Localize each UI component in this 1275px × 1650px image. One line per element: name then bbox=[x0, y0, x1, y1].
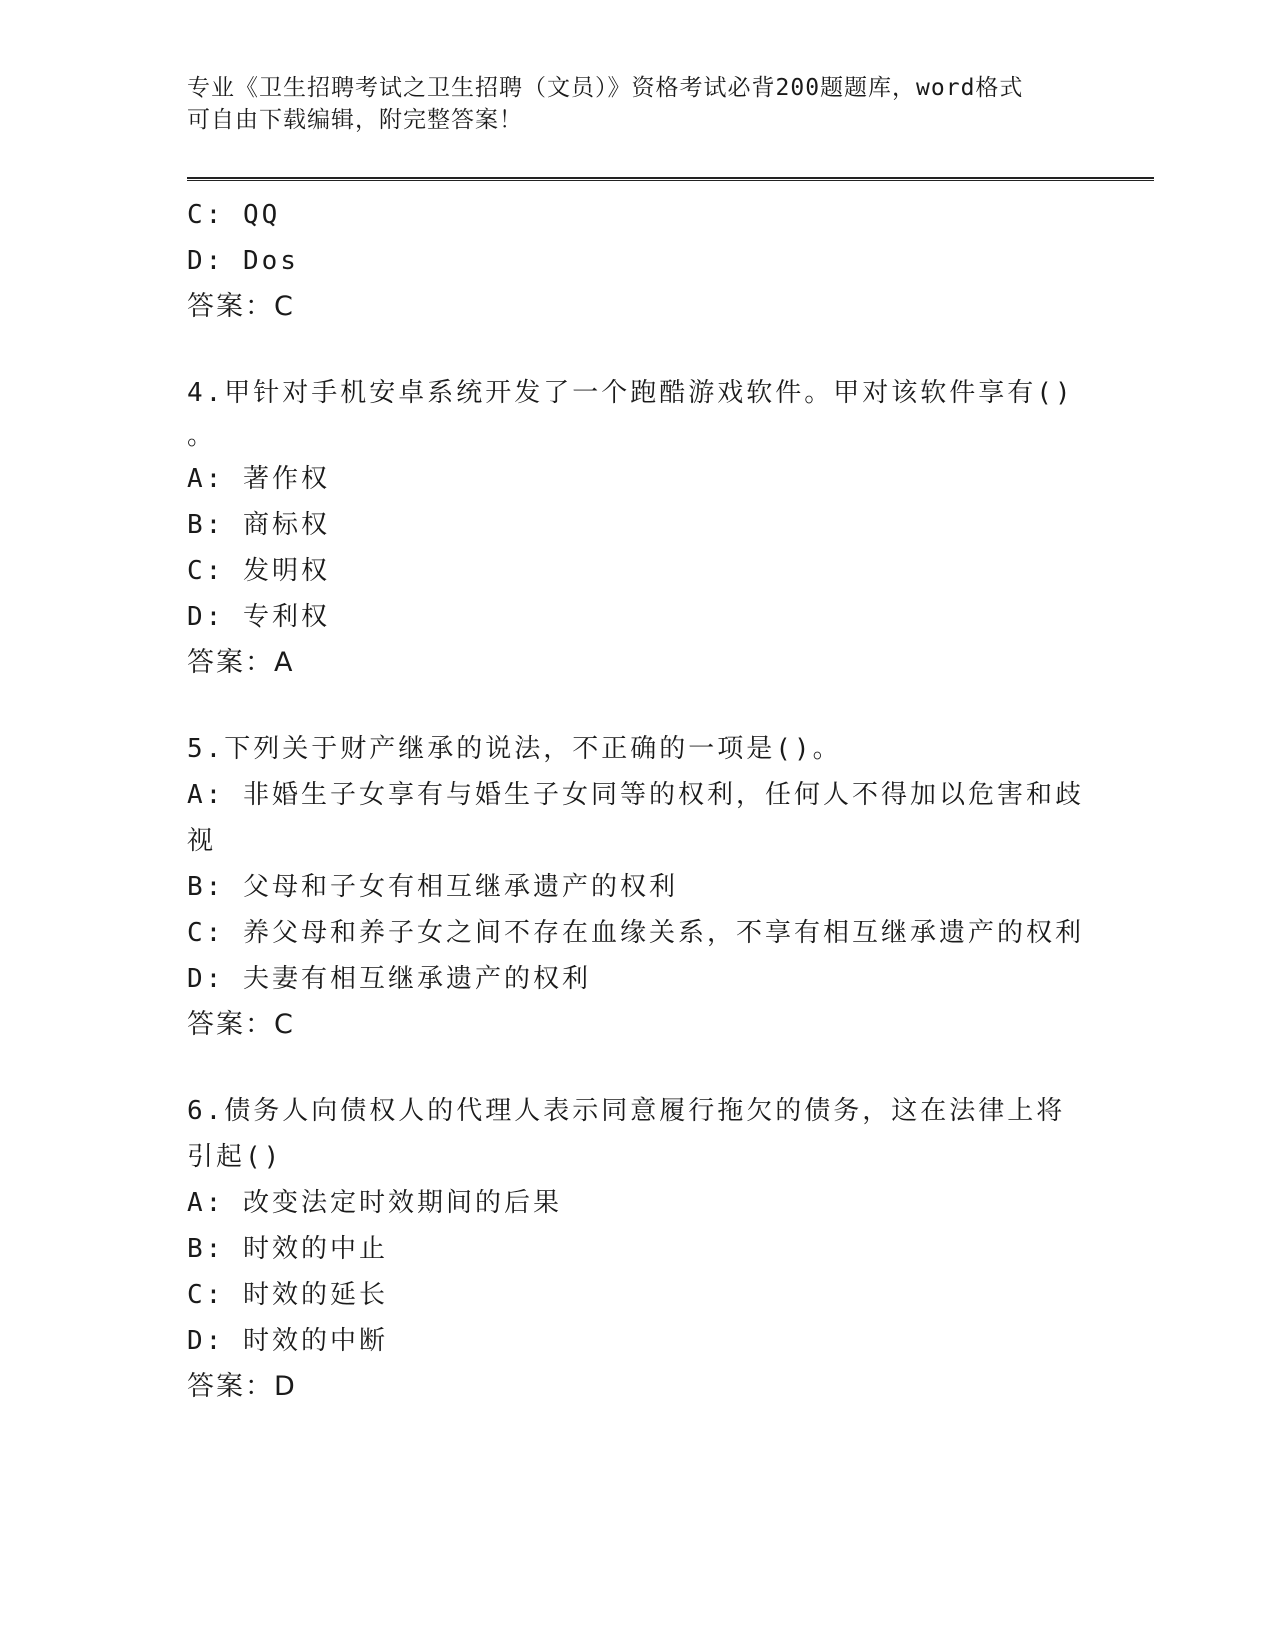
question-stem: 6.债务人向债权人的代理人表示同意履行拖欠的债务，这在法律上将 bbox=[187, 1096, 1066, 1126]
document-body bbox=[187, 192, 1087, 1410]
option-d: D: 时效的中断 bbox=[187, 1326, 388, 1356]
question-3-tail bbox=[187, 192, 1087, 330]
answer-line: 答案：C bbox=[187, 291, 295, 322]
spacer bbox=[187, 1048, 1087, 1088]
answer-line: 答案：D bbox=[187, 1371, 297, 1402]
header-divider bbox=[187, 177, 1154, 181]
question-stem-continued: 。 bbox=[187, 421, 217, 451]
option-a: A: 非婚生子女享有与婚生子女同等的权利，任何人不得加以危害和歧 bbox=[187, 780, 1084, 810]
document-header bbox=[187, 72, 1087, 136]
question-6 bbox=[187, 1088, 1087, 1410]
header-title-line-1: 专业《卫生招聘考试之卫生招聘（文员）》资格考试必背200题题库，word格式 bbox=[187, 75, 1024, 101]
option-b: B: 父母和子女有相互继承遗产的权利 bbox=[187, 872, 678, 902]
option-a: A: 著作权 bbox=[187, 464, 330, 494]
header-title-line-2: 可自由下载编辑，附完整答案！ bbox=[187, 107, 523, 133]
option-c: C: QQ bbox=[187, 200, 281, 230]
question-stem: 4.甲针对手机安卓系统开发了一个跑酷游戏软件。甲对该软件享有() bbox=[187, 378, 1074, 408]
option-c: C: 养父母和养子女之间不存在血缘关系，不享有相互继承遗产的权利 bbox=[187, 918, 1084, 948]
option-c: C: 时效的延长 bbox=[187, 1280, 388, 1310]
answer-line: 答案：C bbox=[187, 1009, 295, 1040]
option-a-continued: 视 bbox=[187, 826, 217, 856]
option-b: B: 商标权 bbox=[187, 510, 330, 540]
question-stem-continued: 引起() bbox=[187, 1142, 283, 1172]
option-a: A: 改变法定时效期间的后果 bbox=[187, 1188, 562, 1218]
option-d: D: Dos bbox=[187, 246, 299, 276]
question-4 bbox=[187, 370, 1087, 686]
option-c: C: 发明权 bbox=[187, 556, 330, 586]
spacer bbox=[187, 686, 1087, 726]
option-d: D: 专利权 bbox=[187, 602, 330, 632]
answer-line: 答案：A bbox=[187, 647, 295, 678]
option-d: D: 夫妻有相互继承遗产的权利 bbox=[187, 964, 591, 994]
question-5 bbox=[187, 726, 1087, 1048]
option-b: B: 时效的中止 bbox=[187, 1234, 388, 1264]
spacer bbox=[187, 330, 1087, 370]
question-stem: 5.下列关于财产继承的说法，不正确的一项是()。 bbox=[187, 734, 842, 764]
